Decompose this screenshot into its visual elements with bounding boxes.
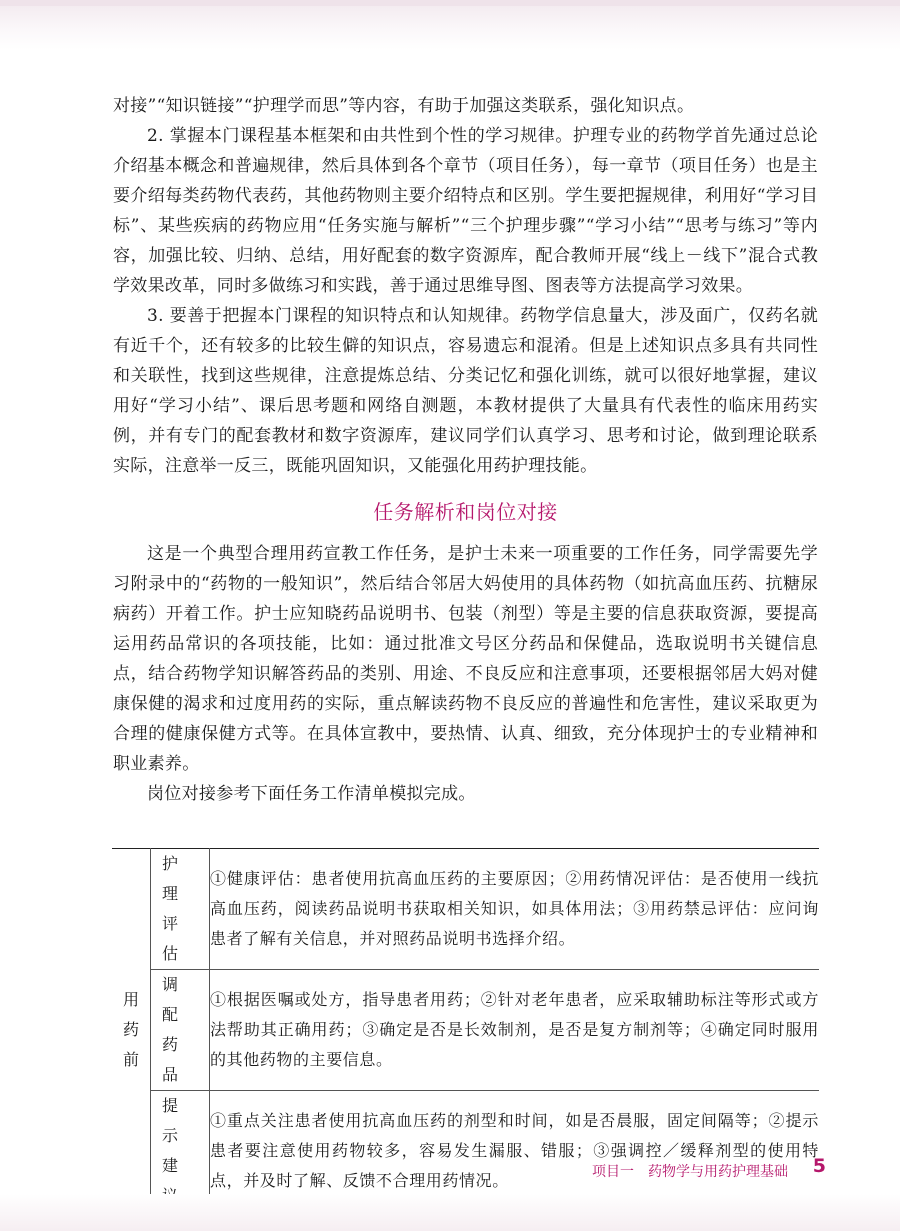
- step-label-advice: 提示建: [162, 1096, 183, 1175]
- page-body: [113, 91, 818, 809]
- section-title: 任务解析和岗位对接: [373, 500, 558, 524]
- header-stripe: [0, 0, 900, 6]
- step-content-dispensing: ①根据医嘱或处方，指导患者用药；②针对老年患者，应采取辅助标注等形式或方法帮助其正确用药；③确定是否是长效制剂，是否是复方制剂等；④确定同时服用的其他药物的主要信息。: [210, 970, 820, 1091]
- step-label-dispensing: 调配药品: [162, 975, 183, 1084]
- section-paragraph-2: 岗位对接参考下面任务工作清单模拟完成。: [147, 784, 476, 804]
- step-cell: [151, 849, 210, 970]
- page-number: 5: [812, 1155, 826, 1177]
- table-row: [112, 970, 819, 1091]
- step-content-assessment: ①健康评估：患者使用抗高血压药的主要原因；②用药情况评估：是否使用一线抗高血压药，阅读药品说明书获取相关知识，如具体用法；③用药禁忌评估：应问询患者了解有关信息，并对照药品说明书选择介绍。: [210, 849, 820, 970]
- phase-label: 用药前: [122, 990, 139, 1069]
- table-row: [112, 849, 819, 970]
- page-footer: [0, 1155, 900, 1185]
- step-cell: [151, 970, 210, 1091]
- running-head: 项目一 药物学与用药护理基础: [592, 1164, 788, 1180]
- body-paragraph-2: 2. 掌握本门课程基本框架和由共性到个性的学习规律。护理专业的药物学首先通过总论介绍基本概念和普遍规律，然后具体到各个章节（项目任务），每一章节（项目任务）也是主要介绍每类药物代表药，其他药物则主要介绍特点和区别。学生要把握规律，利用好“学习目标”、某些疾病的药物应用“任务实施与解析”“三个护理步骤”“学习小结”“思考与练习”等内容，加强比较、归纳、总结，用好配套的数字资源库，配合教师开展“线上－线下”混合式教学效果改革，同时多做练习和实践，善于通过思维导图、图表等方法提高学习效果。: [113, 126, 818, 296]
- step-content-advice: ①重点关注患者使用抗高血压药的剂型和时间，如是否晨服，固定间隔等；②提示患者要注意使用药物较多，容易发生漏服、错服；③强调控／缓释剂型的使用特点，并及时了解、反馈不合理用药情况。: [210, 1091, 820, 1212]
- section-paragraph-1: 这是一个典型合理用药宣教工作任务，是护士未来一项重要的工作任务，同学需要先学习附录中的“药物的一般知识”，然后结合邻居大妈使用的具体药物（如抗高血压药、抗糖尿病药）开着工作。护士应知晓药品说明书、包装（剂型）等是主要的信息获取资源，要提高运用药品常识的各项技能，比如：通过批准文号区分药品和保健品，选取说明书关键信息点，结合药物学知识解答药品的类别、用途、不良反应和注意事项，还要根据邻居大妈对健康保健的渴求和过度用药的实际，重点解读药物不良反应的普遍性和危害性，建议采取更为合理的健康保健方式等。在具体宣教中，要热情、认真、细致，充分体现护士的专业精神和职业素养。: [113, 544, 818, 774]
- body-paragraph-3: 3. 要善于把握本门课程的知识特点和认知规律。药物学信息量大，涉及面广，仅药名就有近千个，还有较多的比较生僻的知识点，容易遗忘和混淆。但是上述知识点多具有共同性和关联性，找到这些规律，注意提炼总结、分类记忆和强化训练，就可以很好地掌握，建议用好“学习小结”、课后思考题和网络自测题，本教材提供了大量具有代表性的临床用药实例，并有专门的配套教材和数字资源库，建议同学们认真学习、思考和讨论，做到理论联系实际，注意举一反三，既能巩固知识，又能强化用药护理技能。: [113, 306, 818, 476]
- body-paragraph-1: 对接”“知识链接”“护理学而思”等内容，有助于加强这类联系，强化知识点。: [113, 96, 695, 116]
- step-label-assessment: 护理评估: [162, 854, 183, 963]
- header-band: [0, 0, 900, 50]
- footer-band: [0, 1194, 900, 1231]
